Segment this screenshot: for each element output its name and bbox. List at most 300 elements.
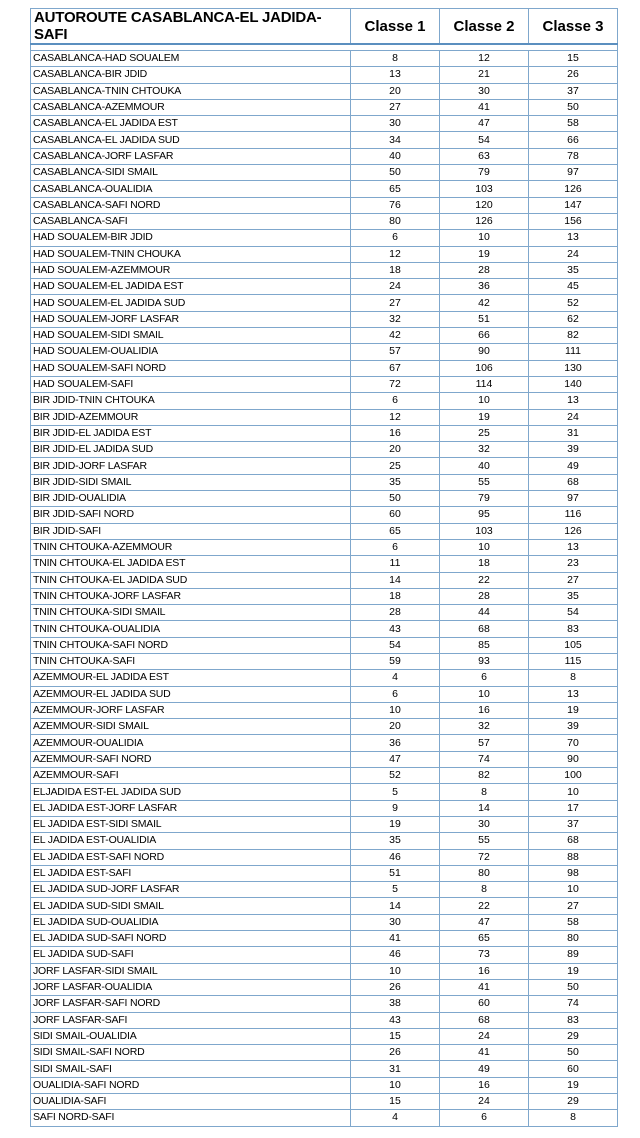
classe-2-price: 126 [440, 213, 529, 229]
table-row [31, 344, 618, 360]
classe-3-price: 58 [529, 116, 618, 132]
classe-1-price: 57 [351, 344, 440, 360]
classe-3-price: 111 [529, 344, 618, 360]
classe-3-price: 89 [529, 947, 618, 963]
route-name: SIDI SMAIL-SAFI [31, 1061, 351, 1077]
classe-2-price: 24 [440, 1094, 529, 1110]
classe-2-price: 60 [440, 996, 529, 1012]
table-row [31, 816, 618, 832]
classe-3-price: 126 [529, 181, 618, 197]
route-name: AZEMMOUR-SIDI SMAIL [31, 719, 351, 735]
route-name: EL JADIDA EST-JORF LASFAR [31, 800, 351, 816]
classe-2-price: 10 [440, 230, 529, 246]
table-row [31, 539, 618, 555]
classe-1-price: 8 [351, 51, 440, 67]
table-row [31, 262, 618, 278]
classe-3-price: 90 [529, 751, 618, 767]
classe-2-price: 10 [440, 393, 529, 409]
table-row [31, 637, 618, 653]
classe-3-price: 35 [529, 262, 618, 278]
classe-2-price: 21 [440, 67, 529, 83]
table-row [31, 279, 618, 295]
classe-3-price: 45 [529, 279, 618, 295]
route-name: CASABLANCA-SAFI NORD [31, 197, 351, 213]
table-row [31, 409, 618, 425]
classe-3-price: 68 [529, 474, 618, 490]
classe-1-price: 47 [351, 751, 440, 767]
table-row [31, 735, 618, 751]
classe-2-price: 51 [440, 311, 529, 327]
classe-3-price: 105 [529, 637, 618, 653]
classe-3-price: 74 [529, 996, 618, 1012]
table-body [31, 51, 618, 1127]
route-name: TNIN CHTOUKA-SAFI [31, 653, 351, 669]
classe-1-price: 28 [351, 605, 440, 621]
toll-table [30, 8, 618, 1127]
route-name: TNIN CHTOUKA-JORF LASFAR [31, 588, 351, 604]
classe-1-price: 26 [351, 1045, 440, 1061]
classe-1-price: 4 [351, 670, 440, 686]
classe-2-price: 47 [440, 116, 529, 132]
classe-1-price: 16 [351, 425, 440, 441]
classe-2-price: 10 [440, 539, 529, 555]
classe-2-price: 32 [440, 719, 529, 735]
route-name: JORF LASFAR-SAFI NORD [31, 996, 351, 1012]
route-name: CASABLANCA-HAD SOUALEM [31, 51, 351, 67]
table-row [31, 132, 618, 148]
classe-3-price: 80 [529, 931, 618, 947]
classe-3-price: 50 [529, 1045, 618, 1061]
table-row [31, 425, 618, 441]
classe-3-price: 27 [529, 572, 618, 588]
table-row [31, 51, 618, 67]
route-name: TNIN CHTOUKA-AZEMMOUR [31, 539, 351, 555]
classe-1-price: 13 [351, 67, 440, 83]
classe-1-price: 5 [351, 784, 440, 800]
classe-3-price: 156 [529, 213, 618, 229]
classe-2-price: 36 [440, 279, 529, 295]
table-header [31, 9, 618, 45]
classe-1-price: 14 [351, 572, 440, 588]
route-name: HAD SOUALEM-SAFI NORD [31, 360, 351, 376]
table-row [31, 1077, 618, 1093]
table-row [31, 507, 618, 523]
classe-1-price: 24 [351, 279, 440, 295]
classe-3-price: 23 [529, 556, 618, 572]
table-row [31, 181, 618, 197]
table-row [31, 213, 618, 229]
classe-3-price: 50 [529, 979, 618, 995]
classe-2-price: 120 [440, 197, 529, 213]
classe-2-price: 16 [440, 1077, 529, 1093]
table-row [31, 116, 618, 132]
route-name: OUALIDIA-SAFI NORD [31, 1077, 351, 1093]
table-row [31, 947, 618, 963]
classe-3-price: 60 [529, 1061, 618, 1077]
classe-1-price: 76 [351, 197, 440, 213]
classe-2-price: 114 [440, 376, 529, 392]
route-name: CASABLANCA-EL JADIDA EST [31, 116, 351, 132]
classe-1-price: 60 [351, 507, 440, 523]
classe-3-price: 24 [529, 409, 618, 425]
table-row [31, 246, 618, 262]
classe-2-price: 14 [440, 800, 529, 816]
classe-3-price: 39 [529, 719, 618, 735]
classe-1-price: 20 [351, 442, 440, 458]
classe-1-price: 30 [351, 116, 440, 132]
classe-2-price: 10 [440, 686, 529, 702]
classe-3-price: 52 [529, 295, 618, 311]
classe-1-price: 15 [351, 1094, 440, 1110]
classe-3-price: 83 [529, 621, 618, 637]
classe-1-price: 65 [351, 181, 440, 197]
table-row [31, 1094, 618, 1110]
classe-1-price: 51 [351, 865, 440, 881]
classe-2-price: 93 [440, 653, 529, 669]
classe-1-price: 18 [351, 262, 440, 278]
classe-3-price: 78 [529, 148, 618, 164]
classe-1-price: 40 [351, 148, 440, 164]
classe-2-price: 41 [440, 99, 529, 115]
route-name: CASABLANCA-SIDI SMAIL [31, 165, 351, 181]
classe-1-price: 6 [351, 686, 440, 702]
classe-1-price: 18 [351, 588, 440, 604]
classe-1-price: 50 [351, 165, 440, 181]
classe-3-price: 70 [529, 735, 618, 751]
table-row [31, 1028, 618, 1044]
table-row [31, 376, 618, 392]
classe-2-price: 49 [440, 1061, 529, 1077]
table-row [31, 83, 618, 99]
classe-2-price: 19 [440, 246, 529, 262]
classe-2-price: 80 [440, 865, 529, 881]
route-name: AZEMMOUR-OUALIDIA [31, 735, 351, 751]
classe-2-price: 22 [440, 572, 529, 588]
table-row [31, 165, 618, 181]
classe-3-price: 31 [529, 425, 618, 441]
classe-1-price: 15 [351, 1028, 440, 1044]
route-name: BIR JDID-AZEMMOUR [31, 409, 351, 425]
table-row [31, 849, 618, 865]
route-name: HAD SOUALEM-SIDI SMAIL [31, 328, 351, 344]
classe-1-price: 32 [351, 311, 440, 327]
route-name: TNIN CHTOUKA-SAFI NORD [31, 637, 351, 653]
route-name: JORF LASFAR-SAFI [31, 1012, 351, 1028]
classe-1-price: 25 [351, 458, 440, 474]
route-name: EL JADIDA SUD-SAFI NORD [31, 931, 351, 947]
table-row [31, 197, 618, 213]
classe-2-price: 19 [440, 409, 529, 425]
classe-2-price: 8 [440, 882, 529, 898]
classe-2-price: 73 [440, 947, 529, 963]
classe-2-price: 55 [440, 833, 529, 849]
classe-3-price: 97 [529, 491, 618, 507]
classe-1-price: 19 [351, 816, 440, 832]
classe-2-price: 28 [440, 588, 529, 604]
classe-3-price: 26 [529, 67, 618, 83]
classe-3-price: 37 [529, 816, 618, 832]
classe-2-price: 55 [440, 474, 529, 490]
classe-2-price: 40 [440, 458, 529, 474]
classe-2-price: 30 [440, 83, 529, 99]
route-name: CASABLANCA-EL JADIDA SUD [31, 132, 351, 148]
route-name: HAD SOUALEM-JORF LASFAR [31, 311, 351, 327]
classe-2-price: 72 [440, 849, 529, 865]
route-name: HAD SOUALEM-TNIN CHOUKA [31, 246, 351, 262]
route-name: SAFI NORD-SAFI [31, 1110, 351, 1126]
classe-3-price: 10 [529, 784, 618, 800]
classe-1-price: 5 [351, 882, 440, 898]
classe-3-price: 116 [529, 507, 618, 523]
classe-1-price: 42 [351, 328, 440, 344]
classe-2-price: 106 [440, 360, 529, 376]
classe-2-price: 22 [440, 898, 529, 914]
classe-3-price: 27 [529, 898, 618, 914]
classe-2-price: 41 [440, 979, 529, 995]
classe-2-price: 42 [440, 295, 529, 311]
route-name: TNIN CHTOUKA-OUALIDIA [31, 621, 351, 637]
table-row [31, 865, 618, 881]
classe-2-price: 8 [440, 784, 529, 800]
route-name: CASABLANCA-OUALIDIA [31, 181, 351, 197]
classe-3-price: 8 [529, 670, 618, 686]
classe-1-price: 38 [351, 996, 440, 1012]
table-title: AUTOROUTE CASABLANCA-EL JADIDA-SAFI [31, 9, 351, 45]
route-name: BIR JDID-EL JADIDA EST [31, 425, 351, 441]
classe-2-price: 103 [440, 181, 529, 197]
classe-1-price: 30 [351, 914, 440, 930]
classe-2-price: 66 [440, 328, 529, 344]
route-name: AZEMMOUR-EL JADIDA EST [31, 670, 351, 686]
route-name: EL JADIDA EST-SAFI NORD [31, 849, 351, 865]
classe-3-price: 126 [529, 523, 618, 539]
table-row [31, 393, 618, 409]
classe-3-price: 24 [529, 246, 618, 262]
classe-2-price: 24 [440, 1028, 529, 1044]
classe-2-price: 18 [440, 556, 529, 572]
classe-3-price: 13 [529, 230, 618, 246]
table-row [31, 719, 618, 735]
route-name: BIR JDID-EL JADIDA SUD [31, 442, 351, 458]
table-row [31, 523, 618, 539]
classe-1-price: 46 [351, 947, 440, 963]
classe-3-price: 13 [529, 539, 618, 555]
classe-3-price: 13 [529, 393, 618, 409]
classe-1-price: 10 [351, 963, 440, 979]
route-name: BIR JDID-SIDI SMAIL [31, 474, 351, 490]
classe-1-price: 46 [351, 849, 440, 865]
classe-1-price: 31 [351, 1061, 440, 1077]
table-row [31, 996, 618, 1012]
route-name: SIDI SMAIL-OUALIDIA [31, 1028, 351, 1044]
classe-3-price: 10 [529, 882, 618, 898]
classe-3-price: 15 [529, 51, 618, 67]
classe-1-price: 27 [351, 295, 440, 311]
classe-2-price: 103 [440, 523, 529, 539]
classe-2-price: 41 [440, 1045, 529, 1061]
table-row [31, 751, 618, 767]
route-name: BIR JDID-SAFI NORD [31, 507, 351, 523]
table-row [31, 328, 618, 344]
route-name: EL JADIDA EST-SIDI SMAIL [31, 816, 351, 832]
classe-3-price: 130 [529, 360, 618, 376]
classe-2-price: 95 [440, 507, 529, 523]
route-name: AZEMMOUR-SAFI NORD [31, 751, 351, 767]
classe-1-price: 26 [351, 979, 440, 995]
route-name: EL JADIDA SUD-JORF LASFAR [31, 882, 351, 898]
classe-1-price: 11 [351, 556, 440, 572]
classe-2-price: 44 [440, 605, 529, 621]
classe-2-price: 79 [440, 491, 529, 507]
classe-3-price: 100 [529, 768, 618, 784]
table-row [31, 572, 618, 588]
classe-1-price: 9 [351, 800, 440, 816]
table-row [31, 311, 618, 327]
classe-3-price: 83 [529, 1012, 618, 1028]
table-row [31, 1012, 618, 1028]
classe-1-price: 34 [351, 132, 440, 148]
table-row [31, 979, 618, 995]
route-name: CASABLANCA-JORF LASFAR [31, 148, 351, 164]
table-row [31, 963, 618, 979]
classe-2-price: 85 [440, 637, 529, 653]
route-name: TNIN CHTOUKA-EL JADIDA SUD [31, 572, 351, 588]
table-row [31, 621, 618, 637]
table-row [31, 605, 618, 621]
route-name: CASABLANCA-TNIN CHTOUKA [31, 83, 351, 99]
classe-1-price: 54 [351, 637, 440, 653]
route-name: EL JADIDA SUD-SAFI [31, 947, 351, 963]
classe-2-price: 57 [440, 735, 529, 751]
classe-2-price: 47 [440, 914, 529, 930]
classe-2-price: 82 [440, 768, 529, 784]
table-row [31, 1061, 618, 1077]
route-name: OUALIDIA-SAFI [31, 1094, 351, 1110]
classe-1-price: 59 [351, 653, 440, 669]
table-row [31, 556, 618, 572]
classe-3-price: 82 [529, 328, 618, 344]
table-row [31, 768, 618, 784]
classe-3-price: 68 [529, 833, 618, 849]
table-row [31, 882, 618, 898]
classe-1-price: 67 [351, 360, 440, 376]
classe-3-price: 49 [529, 458, 618, 474]
classe-1-price: 12 [351, 409, 440, 425]
route-name: HAD SOUALEM-SAFI [31, 376, 351, 392]
classe-2-price: 28 [440, 262, 529, 278]
classe-1-price: 6 [351, 539, 440, 555]
classe-3-price: 19 [529, 702, 618, 718]
classe-1-price: 6 [351, 393, 440, 409]
route-name: JORF LASFAR-OUALIDIA [31, 979, 351, 995]
table-row [31, 442, 618, 458]
route-name: TNIN CHTOUKA-SIDI SMAIL [31, 605, 351, 621]
route-name: CASABLANCA-SAFI [31, 213, 351, 229]
table-row [31, 230, 618, 246]
classe-3-price: 39 [529, 442, 618, 458]
classe-2-price: 68 [440, 1012, 529, 1028]
classe-1-price: 14 [351, 898, 440, 914]
classe-1-price: 20 [351, 83, 440, 99]
classe-3-price: 66 [529, 132, 618, 148]
classe-1-price: 27 [351, 99, 440, 115]
classe-2-price: 25 [440, 425, 529, 441]
classe-2-price: 79 [440, 165, 529, 181]
classe-3-price: 8 [529, 1110, 618, 1126]
classe-2-price: 16 [440, 702, 529, 718]
table-row [31, 702, 618, 718]
classe-1-price: 6 [351, 230, 440, 246]
classe-1-price: 65 [351, 523, 440, 539]
classe-2-price: 65 [440, 931, 529, 947]
classe-2-price: 54 [440, 132, 529, 148]
classe-1-price: 36 [351, 735, 440, 751]
route-name: BIR JDID-SAFI [31, 523, 351, 539]
table-row [31, 148, 618, 164]
table-row [31, 491, 618, 507]
table-row [31, 833, 618, 849]
table-row [31, 931, 618, 947]
table-row [31, 784, 618, 800]
classe-2-price: 63 [440, 148, 529, 164]
classe-2-price: 68 [440, 621, 529, 637]
classe-3-price: 62 [529, 311, 618, 327]
classe-2-price: 30 [440, 816, 529, 832]
classe-1-price: 35 [351, 474, 440, 490]
classe-1-price: 52 [351, 768, 440, 784]
classe-3-price: 140 [529, 376, 618, 392]
classe-2-price: 6 [440, 1110, 529, 1126]
table-row [31, 99, 618, 115]
route-name: HAD SOUALEM-EL JADIDA EST [31, 279, 351, 295]
column-header-classe-2: Classe 2 [440, 9, 529, 45]
classe-3-price: 88 [529, 849, 618, 865]
classe-1-price: 43 [351, 1012, 440, 1028]
column-header-classe-3: Classe 3 [529, 9, 618, 45]
classe-3-price: 19 [529, 963, 618, 979]
route-name: BIR JDID-OUALIDIA [31, 491, 351, 507]
table-row [31, 898, 618, 914]
table-row [31, 588, 618, 604]
classe-3-price: 35 [529, 588, 618, 604]
classe-1-price: 72 [351, 376, 440, 392]
classe-1-price: 12 [351, 246, 440, 262]
classe-3-price: 54 [529, 605, 618, 621]
route-name: CASABLANCA-AZEMMOUR [31, 99, 351, 115]
table-row [31, 653, 618, 669]
route-name: HAD SOUALEM-OUALIDIA [31, 344, 351, 360]
route-name: HAD SOUALEM-EL JADIDA SUD [31, 295, 351, 311]
classe-2-price: 90 [440, 344, 529, 360]
route-name: HAD SOUALEM-AZEMMOUR [31, 262, 351, 278]
route-name: CASABLANCA-BIR JDID [31, 67, 351, 83]
classe-2-price: 6 [440, 670, 529, 686]
route-name: BIR JDID-TNIN CHTOUKA [31, 393, 351, 409]
classe-3-price: 17 [529, 800, 618, 816]
classe-1-price: 10 [351, 1077, 440, 1093]
table-row [31, 670, 618, 686]
classe-3-price: 50 [529, 99, 618, 115]
classe-2-price: 74 [440, 751, 529, 767]
classe-3-price: 97 [529, 165, 618, 181]
route-name: TNIN CHTOUKA-EL JADIDA EST [31, 556, 351, 572]
table-row [31, 1045, 618, 1061]
classe-3-price: 19 [529, 1077, 618, 1093]
table-row [31, 360, 618, 376]
classe-1-price: 20 [351, 719, 440, 735]
route-name: EL JADIDA SUD-OUALIDIA [31, 914, 351, 930]
route-name: EL JADIDA SUD-SIDI SMAIL [31, 898, 351, 914]
